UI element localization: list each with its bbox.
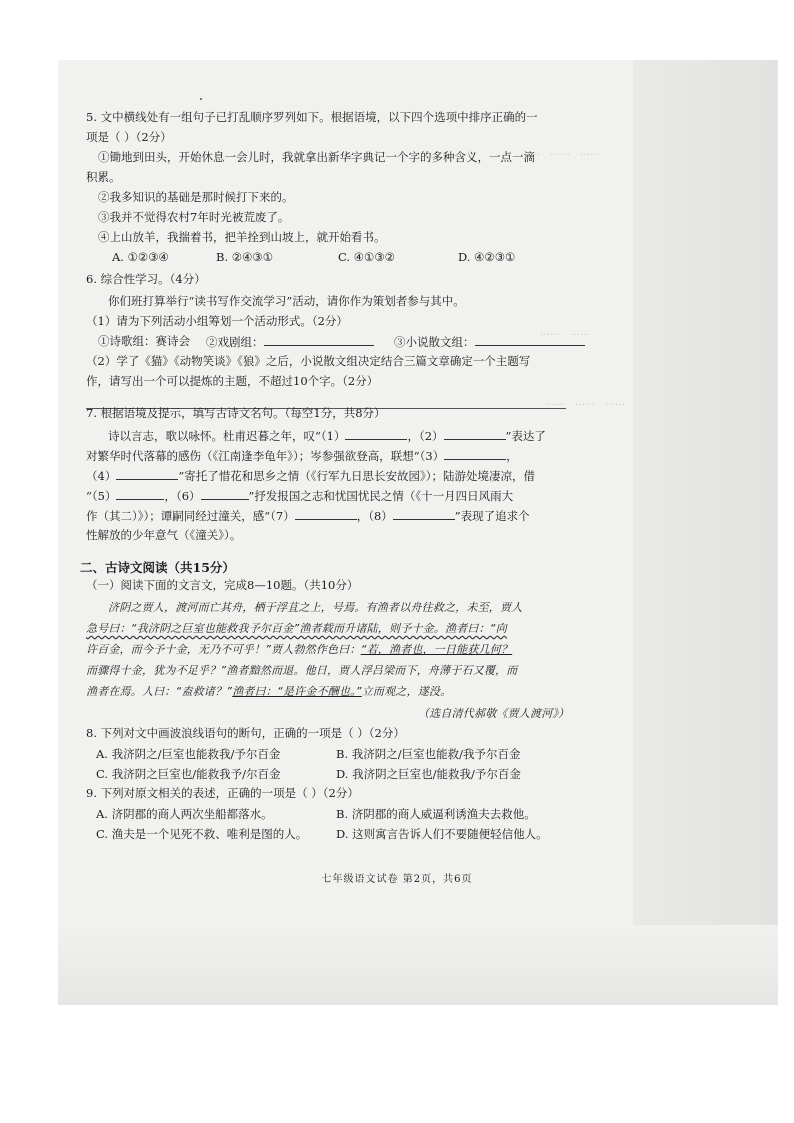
q6-group-novel-label: ③小说散文组： [394, 335, 475, 349]
classical-text-line5-underlined: 渔者曰：“是许金不酬也。” [232, 685, 362, 698]
q7-blank-4[interactable] [116, 468, 178, 480]
page-footer: 七年级语文试卷 第2页，共6页 [321, 874, 473, 885]
classical-text-line5-c: 立而观之，遂没。 [361, 685, 452, 698]
bleed-through-mark: …… …… [540, 327, 590, 338]
q7-line5-text-a: 作（其二）》）；谭嗣同经过潼关，感“（7） [86, 509, 295, 523]
classical-text-underlined-quote: “若，渔者也，一日能获几何？ [360, 643, 513, 656]
q7-line5 [86, 508, 530, 524]
q9-option-c[interactable]: C. 渔夫是一个见死不救、唯利是图的人。 [96, 827, 308, 841]
classical-text-line4: 而骤得十金，犹为不足乎？”渔者黯然而退。他日，贾人浮吕梁而下，舟薄于石又覆，而 [86, 664, 518, 677]
q6-part2-line2: 作，请写出一个可以提炼的主题，不超过10个字。（2分） [86, 374, 379, 388]
classical-text-line3 [86, 642, 512, 657]
q7-blank-8[interactable] [393, 508, 455, 520]
q5-sentence-2: ②我多知识的基础是那时候打下来的。 [98, 190, 294, 204]
q7-blank-7[interactable] [295, 508, 357, 520]
section2-subheading: （一）阅读下面的文言文，完成8—10题。（共10分） [86, 578, 359, 592]
q7-blank-2[interactable] [444, 428, 506, 440]
classical-text-line5-a: 渔者在焉。人曰：“盍救诸？” [86, 685, 233, 698]
q7-line5-text-c: ”表现了追求个 [454, 509, 530, 523]
q5-stem-line1: 5. 文中横线处有一组句子已打乱顺序罗列如下。根据语境，以下四个选项中排序正确的一 [86, 110, 538, 124]
bleed-through-mark: …… …… …… [545, 397, 625, 408]
classical-text-line2 [86, 621, 507, 636]
classical-text-source: （选自清代郝敬《贾人渡河》） [418, 707, 570, 720]
q6-novel-answer-blank[interactable] [475, 334, 585, 346]
q7-title: 7. 根据语境及提示，填写古诗文名句。（每空1分，共8分） [86, 406, 386, 420]
q6-group-drama [206, 334, 374, 350]
paper-shadow-right [633, 60, 778, 1005]
q6-group-poetry: ①诗歌组：赛诗会 [98, 334, 190, 348]
q9-option-d[interactable]: D. 这则寓言告诉人们不要随便轻信他人。 [336, 827, 548, 841]
q6-intro: 你们班打算举行“读书写作交流学习”活动，请你作为策划者参与其中。 [108, 294, 465, 308]
q5-option-c[interactable]: C. ④①③② [338, 250, 395, 264]
q7-line6: 性解放的少年意气（《潼关》）。 [86, 528, 242, 542]
q7-line2-text-b: ， [506, 449, 518, 463]
q7-blank-1[interactable] [345, 428, 407, 440]
q6-drama-answer-blank[interactable] [264, 334, 374, 346]
q5-option-b[interactable]: B. ②④③① [216, 250, 274, 264]
classical-text-line5 [86, 684, 451, 699]
q7-line3-text-b: ”寄托了惜花和思乡之情（《行军九日思长安故园》）；陆游处境凄凉，借 [178, 469, 535, 483]
q6-group-novel [394, 334, 585, 350]
q5-option-d[interactable]: D. ④②③① [458, 250, 516, 264]
paper-shadow-bottom [58, 925, 778, 1005]
q9-option-b[interactable]: B. 济阴郡的商人威逼利诱渔夫去救他。 [336, 807, 536, 821]
q8-option-c[interactable]: C. 我济阴之巨室也/能救我予/尔百金 [96, 767, 281, 781]
q9-title: 9. 下列对原文相关的表述，正确的一项是（ ）（2分） [86, 786, 359, 800]
q7-line5-text-b: ，（8） [356, 509, 393, 523]
q7-line4-text-b: ，（6） [164, 489, 201, 503]
q9-option-a[interactable]: A. 济阴郡的商人两次坐船都落水。 [96, 807, 273, 821]
q7-line1-text-c: ”表达了 [505, 429, 546, 443]
q6-group-drama-label: ②戏剧组： [206, 335, 264, 349]
q8-option-a[interactable]: A. 我济阴之/巨室也能救我/予尔百金 [96, 747, 281, 761]
classical-text-line2-wavy: 急号曰：“我济阴之巨室也能救我予尔百金”渔者载而升诸陆，则予十金。渔者曰：“向 [86, 622, 507, 635]
q7-blank-6[interactable] [201, 488, 249, 500]
scan-speck [200, 98, 202, 100]
q7-line4-text-c: ”抒发报国之志和忧国忧民之情（《十一月四日风雨大 [248, 489, 514, 503]
q7-line3-text-a: （4） [86, 469, 117, 483]
q7-line1-text-b: ，（2） [407, 429, 444, 443]
q7-blank-3[interactable] [444, 448, 506, 460]
section2-heading: 二、古诗文阅读（共15分） [80, 560, 235, 575]
q5-sentence-1-cont: 积累。 [86, 170, 121, 184]
q5-sentence-4: ④上山放羊，我揣着书，把羊拴到山坡上，就开始看书。 [98, 230, 386, 244]
q8-option-b[interactable]: B. 我济阴之/巨室也能救/我予尔百金 [336, 747, 521, 761]
classical-text-line3-a: 许百金，而今予十金，无乃不可乎！”贾人勃然作色曰： [86, 643, 361, 656]
q6-part1: （1）请为下列活动小组筹划一个活动形式。（2分） [86, 314, 348, 328]
q7-line2-text-a: 对繁华时代落幕的感伤（《江南逢李龟年》）；岑参强欲登高，联想“（3） [86, 449, 445, 463]
q5-sentence-1: ①锄地到田头，开始休息一会儿时，我就拿出新华字典记一个字的多种含义，一点一滴 [98, 150, 535, 164]
q5-sentence-3: ③我并不觉得农村7年时光被荒废了。 [98, 210, 290, 224]
q8-option-d[interactable]: D. 我济阴之巨室也/能救我/予尔百金 [336, 767, 521, 781]
q7-line2 [86, 448, 518, 464]
q7-line3 [86, 468, 535, 484]
q7-line4-text-a: “（5） [86, 489, 117, 503]
q7-blank-5[interactable] [116, 488, 164, 500]
q8-title: 8. 下列对文中画波浪线语句的断句，正确的一项是（ ）（2分） [86, 726, 405, 740]
q5-option-a[interactable]: A. ①②③④ [112, 250, 169, 264]
q7-line4 [86, 488, 513, 504]
bleed-through-mark: …… …… …… [520, 147, 600, 158]
q6-part2-line1: （2）学了《猫》《动物笑谈》《狼》之后，小说散文组决定结合三篇文章确定一个主题写 [86, 354, 531, 368]
q7-line1-text-a: 诗以言志，歌以咏怀。杜甫迟暮之年，叹“（1） [108, 429, 346, 443]
classical-text-line1: 济阴之贾人，渡河而亡其舟，栖于浮苴之上，号焉。有渔者以舟往救之，未至，贾人 [108, 601, 523, 614]
q7-line1 [108, 428, 546, 444]
q6-title: 6. 综合性学习。（4分） [86, 272, 206, 286]
q5-stem-line2: 项是（ ）（2分） [86, 130, 172, 144]
